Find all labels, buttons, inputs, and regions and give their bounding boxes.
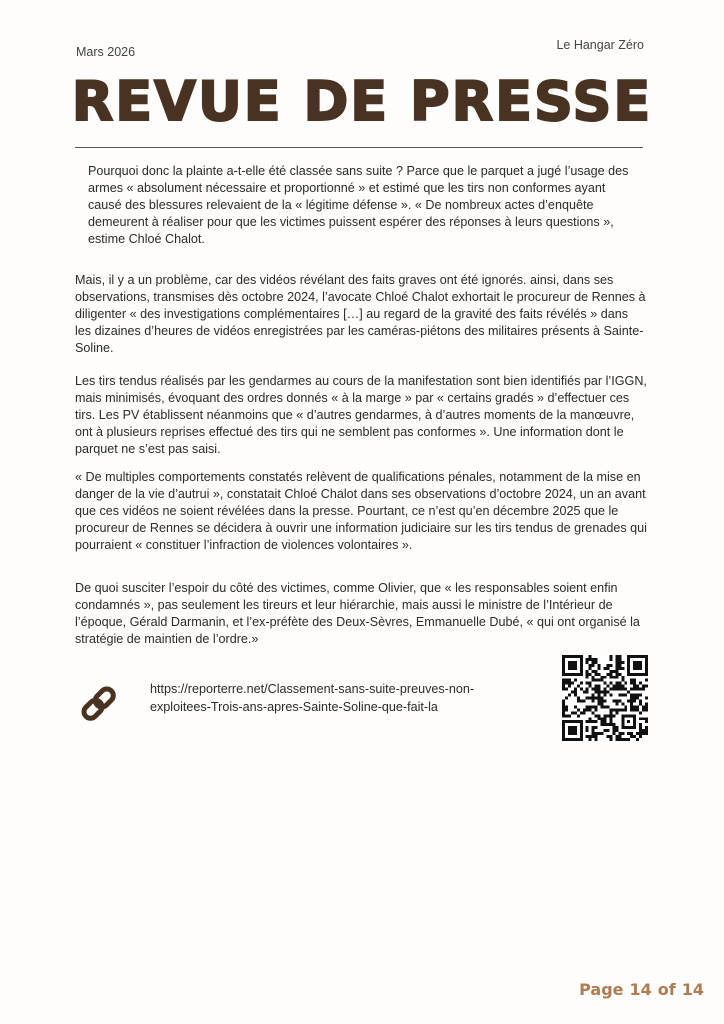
issue-date: Mars 2026 — [76, 45, 136, 59]
page-title: REVUE DE PRESSE — [71, 70, 653, 133]
of-word: of — [657, 980, 676, 999]
publication-name: Le Hangar Zéro — [556, 38, 644, 52]
source-link[interactable]: https://reporterre.net/Classement-sans-suite-preuves-non-exploitees-Trois-ans-apres-Sainte-Soline-que-fait-la — [150, 682, 475, 714]
article-paragraph: De quoi susciter l’espoir du côté des victimes, comme Olivier, que « les responsables soient enfin condamnés », pas seulement les tireurs et leur hiérarchie, mais aussi le ministre de l’Intérieur de l’époque, Gérald Darmanin, et l’ex-préfète des Deux-Sèvres, Emmanuelle Dubé, « qui ont organisé la stratégie de maintien de l’ordre.» — [75, 581, 640, 646]
page-total: 14 — [681, 980, 704, 999]
page-indicator — [579, 980, 710, 999]
article-paragraph: Les tirs tendus réalisés par les gendarmes au cours de la manifestation sont bien identifiés par l’IGGN, mais minimisés, évoquant des ordres donnés « à la marge » par « certains gradés » d’effectuer ces tirs. Les PV établissent néanmoins que « d’autres gendarmes, à d’autres moments de la manœuvre, ont à plusieurs reprises effectué des tirs qui ne semblent pas conformes ». Une information dont le parquet ne s’est pas saisi. — [75, 374, 647, 456]
article-paragraph: Pourquoi donc la plainte a-t-elle été classée sans suite ? Parce que le parquet a jugé l’usage des armes « absolument nécessaire et proportionné » et estimé que les tirs non conformes ayant causé des blessures relevaient de la « légitime défense ». « De nombreux actes d’enquête demeurent à réaliser pour que les victimes puissent espérer des réponses à leurs questions », estime Chloé Chalot. — [88, 164, 629, 246]
title-divider — [75, 147, 643, 148]
qr-code[interactable] — [562, 655, 648, 741]
article-paragraph: « De multiples comportements constatés relèvent de qualifications pénales, notamment de la mise en danger de la vie d’autrui », constatait Chloé Chalot dans ses observations d’octobre 2024, un an avant que ces vidéos ne soient révélées dans la presse. Pourtant, ce n’est qu’en décembre 2025 que le procureur de Rennes se décidera à ouvrir une information judiciaire sur les tirs tendus de grenades qui pourraient « constituer l’infraction de violences volontaires ». — [75, 470, 647, 552]
link-icon — [78, 683, 120, 725]
article-paragraph: Mais, il y a un problème, car des vidéos révélant des faits graves ont été ignorés. ainsi, dans ses observations, transmises dès octobre 2024, l’avocate Chloé Chalot exhortait le procureur de Rennes à diligenter « des investigations complémentaires […] au regard de la gravité des faits révélés » dans les dizaines d’heures de vidéos enregistrées par les caméras-piétons des militaires présents à Sainte-Soline. — [75, 273, 646, 355]
page-word: Page — [579, 980, 624, 999]
page-number: 14 — [629, 980, 652, 999]
